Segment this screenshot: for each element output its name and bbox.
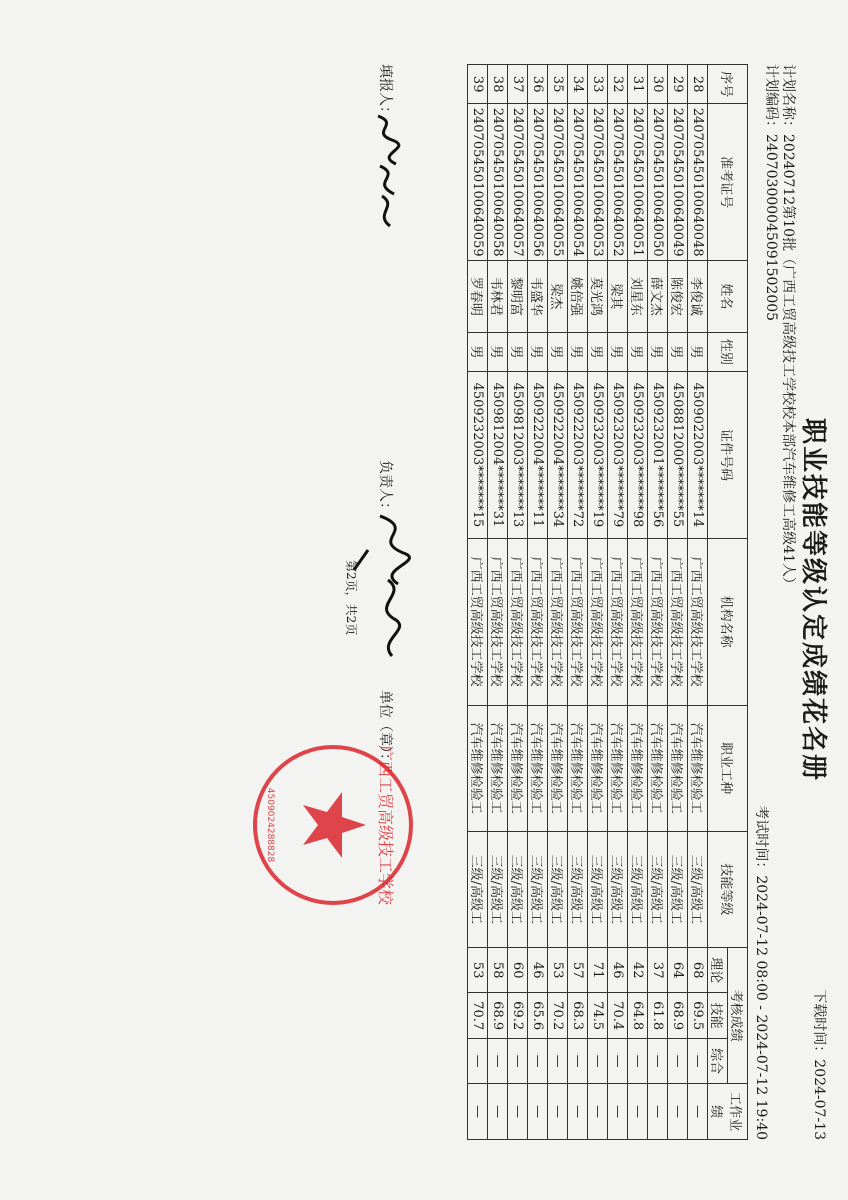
- cell-total: —: [528, 1038, 548, 1083]
- cell-job: 汽车维修检验工: [488, 705, 508, 831]
- cell-id: 45092320​03*******98: [628, 372, 648, 539]
- cell-theory: 46: [608, 947, 628, 992]
- cell-org: 广西工贸高级技工学校: [508, 538, 528, 705]
- cell-org: 广西工贸高级技工学校: [568, 538, 588, 705]
- cell-theory: 53: [468, 947, 488, 992]
- cell-skill: 74.5: [588, 993, 608, 1038]
- cell-org: 广西工贸高级技工学校: [608, 538, 628, 705]
- cell-perf: —: [468, 1084, 488, 1140]
- col-level: 技能等级: [708, 831, 748, 947]
- cell-ticket: 240705450100640051: [628, 104, 648, 261]
- cell-name: 莫光鸿: [588, 260, 608, 332]
- cell-perf: —: [488, 1084, 508, 1140]
- cell-job: 汽车维修检验工: [628, 705, 648, 831]
- cell-sex: 男: [588, 332, 608, 371]
- cell-sex: 男: [528, 332, 548, 371]
- col-sex: 性别: [708, 332, 748, 371]
- cell-level: 三级/高级工: [648, 831, 668, 947]
- cell-perf: —: [648, 1084, 668, 1140]
- col-theory: 理论: [708, 947, 728, 992]
- cell-id: 45090220​03*******14: [688, 372, 708, 539]
- filler-label: 填报人：: [377, 64, 393, 120]
- col-scores: 考核成绩: [728, 947, 748, 1083]
- cell-perf: —: [508, 1084, 528, 1140]
- cell-ticket: 240705450100640057: [508, 104, 528, 261]
- cell-job: 汽车维修检验工: [548, 705, 568, 831]
- cell-level: 三级/高级工: [488, 831, 508, 947]
- responsible-signature: [348, 510, 428, 660]
- cell-sex: 男: [688, 332, 708, 371]
- cell-level: 三级/高级工: [568, 831, 588, 947]
- cell-id: 45092320​03*******15: [468, 372, 488, 539]
- cell-perf: —: [628, 1084, 648, 1140]
- col-job: 职业工种: [708, 705, 748, 831]
- seal-text: 广西工贸高级技工学校: [376, 744, 395, 906]
- cell-perf: —: [528, 1084, 548, 1140]
- cell-job: 汽车维修检验工: [508, 705, 528, 831]
- page-number: 第2页，共2页: [344, 560, 358, 636]
- cell-job: 汽车维修检验工: [468, 705, 488, 831]
- cell-name: 李俊诚: [688, 260, 708, 332]
- cell-total: —: [648, 1038, 668, 1083]
- cell-name: 黎明富: [508, 260, 528, 332]
- cell-id: 45088120​00*******55: [668, 372, 688, 539]
- col-org: 机构名称: [708, 538, 748, 705]
- col-total: 综合: [708, 1038, 728, 1083]
- cell-level: 三级/高级工: [528, 831, 548, 947]
- cell-level: 三级/高级工: [548, 831, 568, 947]
- cell-skill: 64.8: [628, 993, 648, 1038]
- table-row: [568, 65, 588, 1140]
- cell-job: 汽车维修检验工: [588, 705, 608, 831]
- table-row: [608, 65, 628, 1140]
- cell-no: 37: [508, 65, 528, 104]
- cell-id: 45092220​04*******34: [548, 372, 568, 539]
- cell-org: 广西工贸高级技工学校: [628, 538, 648, 705]
- cell-job: 汽车维修检验工: [668, 705, 688, 831]
- cell-no: 39: [468, 65, 488, 104]
- cell-skill: 68.9: [668, 993, 688, 1038]
- cell-total: —: [608, 1038, 628, 1083]
- cell-no: 32: [608, 65, 628, 104]
- cell-ticket: 240705450100640058: [488, 104, 508, 261]
- col-id: 证件号码: [708, 372, 748, 539]
- cell-name: 梁杰: [548, 260, 568, 332]
- cell-perf: —: [608, 1084, 628, 1140]
- cell-org: 广西工贸高级技工学校: [548, 538, 568, 705]
- cell-theory: 60: [508, 947, 528, 992]
- cell-name: 梁其: [608, 260, 628, 332]
- cell-id: 45092320​03*******79: [608, 372, 628, 539]
- score-table: [467, 64, 748, 1140]
- download-time: 下载时间：2024-07-13: [811, 989, 827, 1140]
- table-row: [508, 65, 528, 1140]
- table-row: [628, 65, 648, 1140]
- official-seal: [248, 740, 418, 910]
- cell-id: 45092220​04*******11: [528, 372, 548, 539]
- cell-skill: 69.2: [508, 993, 528, 1038]
- cell-sex: 男: [508, 332, 528, 371]
- cell-job: 汽车维修检验工: [688, 705, 708, 831]
- table-row: [528, 65, 548, 1140]
- cell-sex: 男: [628, 332, 648, 371]
- cell-name: 刘星东: [628, 260, 648, 332]
- cell-level: 三级/高级工: [628, 831, 648, 947]
- cell-total: —: [688, 1038, 708, 1083]
- cell-no: 36: [528, 65, 548, 104]
- cell-no: 31: [628, 65, 648, 104]
- cell-org: 广西工贸高级技工学校: [528, 538, 548, 705]
- cell-name: 罗春明: [468, 260, 488, 332]
- cell-sex: 男: [468, 332, 488, 371]
- cell-sex: 男: [548, 332, 568, 371]
- cell-sex: 男: [488, 332, 508, 371]
- cell-sex: 男: [608, 332, 628, 371]
- cell-job: 汽车维修检验工: [648, 705, 668, 831]
- cell-org: 广西工贸高级技工学校: [468, 538, 488, 705]
- col-name: 姓名: [708, 260, 748, 332]
- unit-label: 单位（章）：: [377, 690, 393, 767]
- cell-sex: 男: [568, 332, 588, 371]
- cell-theory: 71: [588, 947, 608, 992]
- cell-level: 三级/高级工: [608, 831, 628, 947]
- cell-total: —: [668, 1038, 688, 1083]
- cell-total: —: [588, 1038, 608, 1083]
- cell-ticket: 240705450100640048: [688, 104, 708, 261]
- cell-theory: 53: [548, 947, 568, 992]
- cell-org: 广西工贸高级技工学校: [648, 538, 668, 705]
- cell-total: —: [488, 1038, 508, 1083]
- table-row: [468, 65, 488, 1140]
- cell-ticket: 240705450100640052: [608, 104, 628, 261]
- table-row: [688, 65, 708, 1140]
- cell-ticket: 240705450100640050: [648, 104, 668, 261]
- col-ticket: 准考证号: [708, 104, 748, 261]
- cell-job: 汽车维修检验工: [568, 705, 588, 831]
- cell-level: 三级/高级工: [668, 831, 688, 947]
- table-row: [648, 65, 668, 1140]
- cell-ticket: 240705450100640059: [468, 104, 488, 261]
- cell-level: 三级/高级工: [468, 831, 488, 947]
- cell-name: 韦林君: [488, 260, 508, 332]
- cell-skill: 69.5: [688, 993, 708, 1038]
- plan-name: 计划名称：20240712第10批（广西工贸高级技工学校校本部汽车维修工高级41人）: [780, 64, 796, 591]
- cell-perf: —: [568, 1084, 588, 1140]
- cell-level: 三级/高级工: [588, 831, 608, 947]
- cell-id: 45098120​03*******13: [508, 372, 528, 539]
- cell-no: 29: [668, 65, 688, 104]
- plan-info: [762, 64, 796, 684]
- cell-id: 45092320​01*******56: [648, 372, 668, 539]
- cell-theory: 46: [528, 947, 548, 992]
- cell-skill: 65.6: [528, 993, 548, 1038]
- cell-ticket: 240705450100640056: [528, 104, 548, 261]
- cell-theory: 42: [628, 947, 648, 992]
- col-skill: 技能: [708, 993, 728, 1038]
- cell-org: 广西工贸高级技工学校: [688, 538, 708, 705]
- table-row: [668, 65, 688, 1140]
- cell-theory: 68: [688, 947, 708, 992]
- cell-ticket: 240705450100640054: [568, 104, 588, 261]
- cell-skill: 70.4: [608, 993, 628, 1038]
- cell-skill: 61.8: [648, 993, 668, 1038]
- col-no: 序号: [708, 65, 748, 104]
- table-row: [488, 65, 508, 1140]
- cell-org: 广西工贸高级技工学校: [588, 538, 608, 705]
- cell-skill: 68.9: [488, 993, 508, 1038]
- cell-no: 28: [688, 65, 708, 104]
- cell-total: —: [548, 1038, 568, 1083]
- cell-no: 35: [548, 65, 568, 104]
- cell-no: 30: [648, 65, 668, 104]
- cell-id: 45092220​03*******72: [568, 372, 588, 539]
- exam-time: 考试时间：2024-07-12 08:00 - 2024-07-12 19:40: [753, 805, 769, 1140]
- cell-name: 姚倍强: [568, 260, 588, 332]
- cell-skill: 70.7: [468, 993, 488, 1038]
- filler-signature: [360, 110, 410, 230]
- responsible-label: 负责人：: [377, 460, 393, 516]
- cell-name: 薛文杰: [648, 260, 668, 332]
- cell-no: 38: [488, 65, 508, 104]
- cell-total: —: [468, 1038, 488, 1083]
- cell-total: —: [628, 1038, 648, 1083]
- cell-name: 陈俊宏: [668, 260, 688, 332]
- cell-perf: —: [668, 1084, 688, 1140]
- cell-id: 45092320​03*******19: [588, 372, 608, 539]
- cell-theory: 57: [568, 947, 588, 992]
- cell-ticket: 240705450100640049: [668, 104, 688, 261]
- cell-name: 韦盛华: [528, 260, 548, 332]
- col-perf: 工作业绩: [708, 1084, 748, 1140]
- cell-perf: —: [548, 1084, 568, 1140]
- cell-theory: 58: [488, 947, 508, 992]
- cell-level: 三级/高级工: [508, 831, 528, 947]
- cell-no: 34: [568, 65, 588, 104]
- cell-perf: —: [588, 1084, 608, 1140]
- cell-skill: 68.3: [568, 993, 588, 1038]
- cell-sex: 男: [668, 332, 688, 371]
- cell-ticket: 240705450100640053: [588, 104, 608, 261]
- cell-id: 45098120​04*******31: [488, 372, 508, 539]
- cell-no: 33: [588, 65, 608, 104]
- cell-org: 广西工贸高级技工学校: [488, 538, 508, 705]
- table-row: [548, 65, 568, 1140]
- cell-total: —: [568, 1038, 588, 1083]
- cell-theory: 37: [648, 947, 668, 992]
- cell-ticket: 240705450100640055: [548, 104, 568, 261]
- plan-code: 计划编码：24070300004509150200​5: [763, 64, 779, 322]
- seal-number: 4509024288828: [265, 787, 275, 863]
- cell-theory: 64: [668, 947, 688, 992]
- page-title: 职业技能等级认定成绩花名册: [798, 417, 828, 782]
- cell-total: —: [508, 1038, 528, 1083]
- table-row: [588, 65, 608, 1140]
- table-body: [468, 65, 708, 1140]
- cell-org: 广西工贸高级技工学校: [668, 538, 688, 705]
- cell-job: 汽车维修检验工: [528, 705, 548, 831]
- cell-skill: 70.2: [548, 993, 568, 1038]
- cell-level: 三级/高级工: [688, 831, 708, 947]
- cell-sex: 男: [648, 332, 668, 371]
- cell-job: 汽车维修检验工: [608, 705, 628, 831]
- cell-perf: —: [688, 1084, 708, 1140]
